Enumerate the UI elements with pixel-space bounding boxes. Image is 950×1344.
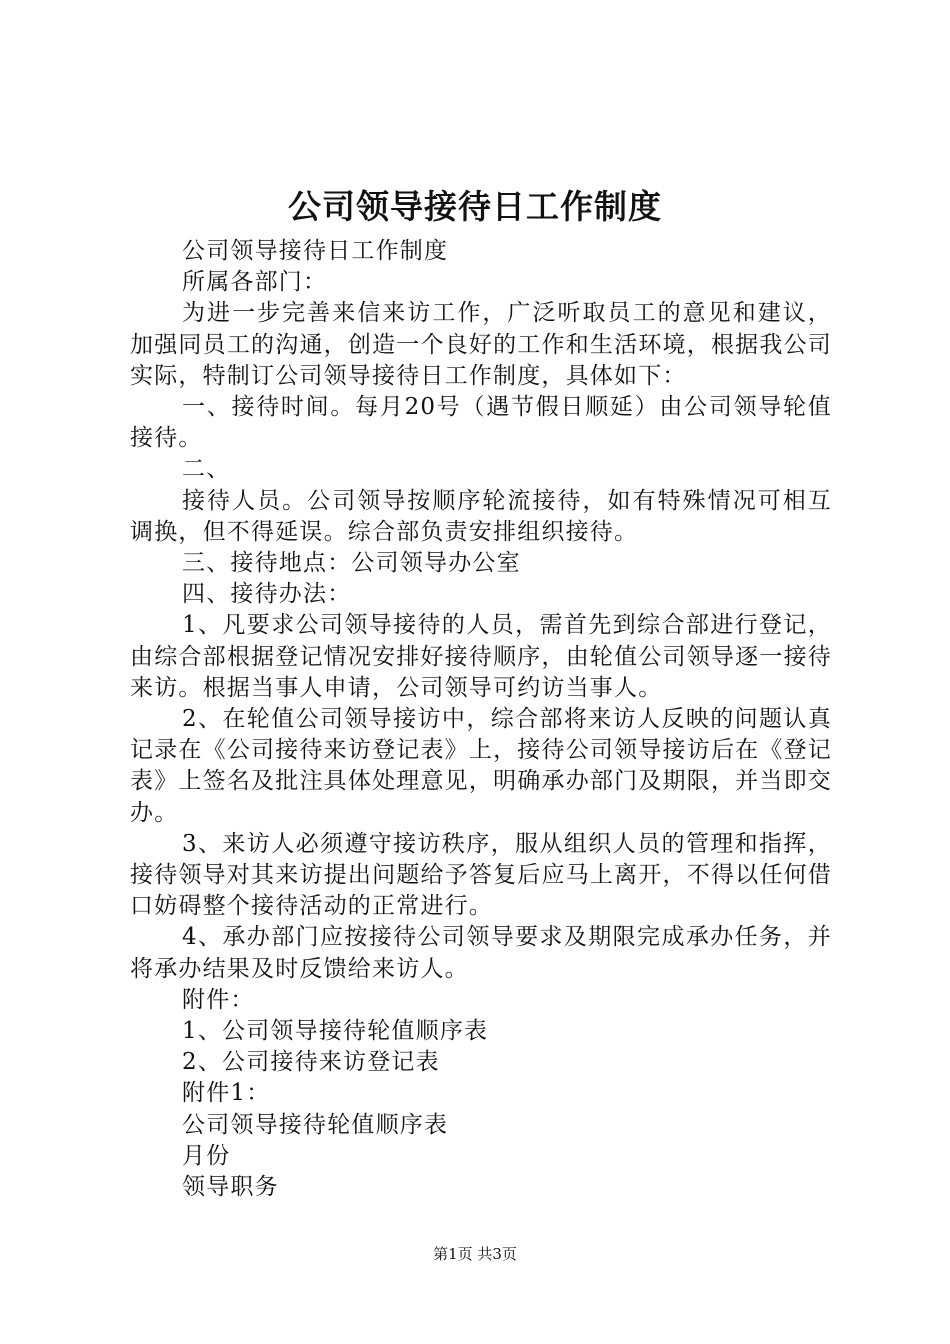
document-body <box>130 236 832 1203</box>
method-item-2: 2、在轮值公司领导接访中，综合部将来访人反映的问题认真记录在《公司接待来访登记表》上，接待公司领导接访后在《登记表》上签名及批注具体处理意见，明确承办部门及期限，并当即交办。 <box>130 706 832 826</box>
attachments-heading: 附件： <box>182 986 255 1013</box>
attachment-item-1: 1、公司领导接待轮值顺序表 <box>182 1018 489 1045</box>
attachment-1-heading: 附件1： <box>182 1080 271 1107</box>
document-title: 公司领导接待日工作制度 <box>288 187 662 226</box>
rotation-table-title: 公司领导接待轮值顺序表 <box>182 1111 449 1138</box>
section-reception-time: 一、接待时间。每月20号（遇节假日顺延）由公司领导轮值接待。 <box>130 394 832 452</box>
subtitle-line: 公司领导接待日工作制度 <box>182 238 449 264</box>
table-column-month: 月份 <box>182 1142 231 1169</box>
method-item-3: 3、来访人必须遵守接访秩序，服从组织人员的管理和指挥，接待领导对其来访提出问题给予答复后应马上离开，不得以任何借口妨碍整个接待活动的正常进行。 <box>130 830 832 920</box>
method-item-4: 4、承办部门应按接待公司领导要求及期限完成承办任务，并将承办结果及时反馈给来访人。 <box>130 924 832 982</box>
attachment-item-2: 2、公司接待来访登记表 <box>182 1049 440 1076</box>
method-item-1: 1、凡要求公司领导接待的人员，需首先到综合部进行登记，由综合部根据登记情况安排好接待顺序，由轮值公司领导逐一接待来访。根据当事人申请，公司领导可约访当事人。 <box>130 612 832 701</box>
addressee-line: 所属各部门： <box>182 269 328 296</box>
page-number-footer: 第1页 共3页 <box>433 1245 517 1263</box>
section-reception-method: 四、接待办法： <box>182 581 352 608</box>
section-reception-staff: 接待人员。公司领导按顺序轮流接待，如有特殊情况可相互调换，但不得延误。综合部负责安排组织接待。 <box>130 487 832 545</box>
table-column-leader-position: 领导职务 <box>182 1174 279 1201</box>
intro-paragraph: 为进一步完善来信来访工作，广泛听取员工的意见和建议，加强同员工的沟通，创造一个良好的工作和生活环境，根据我公司实际，特制订公司领导接待日工作制度，具体如下： <box>130 300 832 389</box>
section-two-number: 二、 <box>182 456 231 483</box>
section-reception-location: 三、接待地点：公司领导办公室 <box>182 550 521 577</box>
